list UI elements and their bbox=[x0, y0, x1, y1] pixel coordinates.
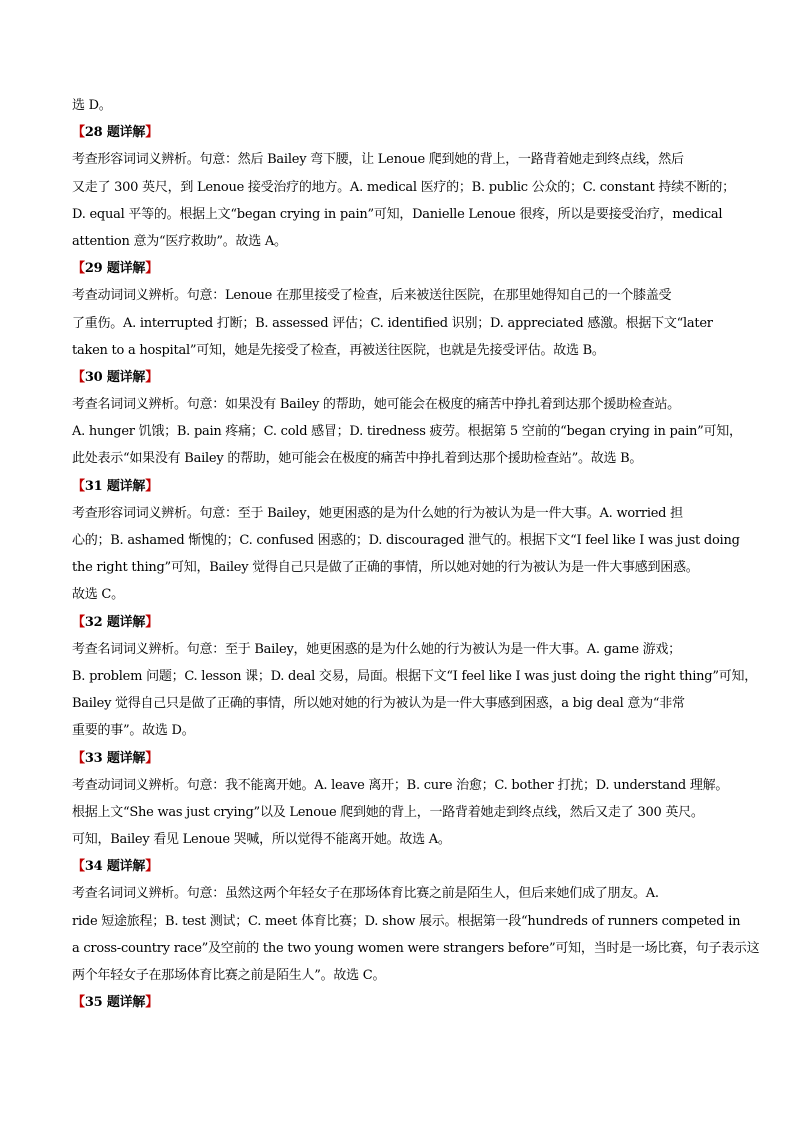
question-explanation bbox=[72, 989, 727, 1016]
heading-text: 35 题详解 bbox=[84, 995, 146, 1011]
explanation-line: the right thing”可知，Bailey 觉得自己只是做了正确的事情，所以她对她的行为被认为是一件大事感到困惑。 bbox=[72, 560, 699, 576]
section-heading bbox=[72, 255, 727, 282]
section-heading bbox=[72, 853, 727, 880]
heading-text: 29 题详解 bbox=[84, 261, 146, 277]
heading-bracket-open: 【 bbox=[72, 125, 85, 141]
heading-bracket-open: 【 bbox=[72, 261, 85, 277]
heading-text: 32 题详解 bbox=[84, 614, 146, 630]
section-heading bbox=[72, 473, 727, 500]
explanation-line: 考查名词词义辨析。句意：如果没有 Bailey 的帮助，她可能会在极度的痛苦中挣扎着到达那个援助检查站。 bbox=[72, 397, 680, 413]
explanation-line: attention 意为“医疗救助”。故选 A。 bbox=[72, 233, 287, 249]
section-heading bbox=[72, 364, 727, 391]
heading-bracket-open: 【 bbox=[72, 478, 85, 494]
section-heading bbox=[72, 989, 727, 1016]
explanation-line: 根据上文“She was just crying”以及 Lenoue 爬到她的背上，一路背着她走到终点线，然后又走了 300 英尺。 bbox=[72, 804, 704, 820]
explanation-line: Bailey 觉得自己只是做了正确的事情，所以她对她的行为被认为是一件大事感到困惑，a big deal 意为“非常 bbox=[72, 696, 685, 712]
question-explanation bbox=[72, 853, 760, 989]
heading-bracket-close: 】 bbox=[145, 478, 159, 494]
explanation-line: 考查动词词义辨析。句意：Lenoue 在那里接受了检查，后来被送往医院，在那里她得知自己的一个膝盖受 bbox=[72, 288, 672, 304]
explanation-line: 考查形容词词义辨析。句意：然后 Bailey 弯下腰，让 Lenoue 爬到她的背上，一路背着她走到终点线，然后 bbox=[72, 152, 684, 168]
heading-text: 30 题详解 bbox=[84, 369, 146, 385]
explanation-line: ride 短途旅程；B. test 测试；C. meet 体育比赛；D. show 展示。根据第一段“hundreds of runners competed in bbox=[72, 913, 741, 929]
heading-bracket-close: 】 bbox=[145, 369, 159, 385]
explanation-line: 此处表示“如果没有 Bailey 的帮助，她可能会在极度的痛苦中挣扎着到达那个援助检查站”。故选 B。 bbox=[72, 451, 643, 467]
heading-bracket-open: 【 bbox=[72, 614, 85, 630]
section-heading bbox=[72, 745, 727, 772]
heading-bracket-close: 】 bbox=[145, 859, 159, 875]
question-explanation bbox=[72, 364, 742, 473]
heading-bracket-close: 】 bbox=[145, 614, 159, 630]
explanation-line: 故选 C。 bbox=[72, 587, 124, 603]
explanation-line: 心的；B. ashamed 惭愧的；C. confused 困惑的；D. discouraged 泄气的。根据下文“I feel like I was just doing bbox=[72, 533, 740, 548]
heading-text: 28 题详解 bbox=[84, 125, 146, 141]
heading-text: 34 题详解 bbox=[84, 859, 146, 875]
heading-bracket-close: 】 bbox=[145, 995, 159, 1011]
heading-bracket-open: 【 bbox=[72, 995, 85, 1011]
explanation-line: A. hunger 饥饿；B. pain 疼痛；C. cold 感冒；D. tiredness 疲劳。根据第 5 空前的“began crying in pain”可知， bbox=[72, 424, 742, 440]
heading-text: 33 题详解 bbox=[84, 750, 146, 766]
explanation-sections bbox=[72, 119, 760, 1016]
explanation-line: taken to a hospital”可知，她是先接受了检查，再被送往医院，也就是先接受评估。故选 B。 bbox=[72, 342, 605, 358]
question-explanation bbox=[72, 255, 727, 364]
explanation-line: 两个年轻女子在那场体育比赛之前是陌生人”。故选 C。 bbox=[72, 968, 386, 983]
explanation-line: 了重伤。A. interrupted 打断；B. assessed 评估；C. identified 识别；D. appreciated 感激。根据下文“later bbox=[72, 315, 713, 331]
heading-bracket-open: 【 bbox=[72, 369, 85, 385]
question-explanation bbox=[72, 609, 757, 745]
heading-bracket-close: 】 bbox=[145, 750, 159, 766]
document-page bbox=[72, 92, 760, 1016]
explanation-line: B. problem 问题；C. lesson 课；D. deal 交易，局面。根据下文“I feel like I was just doing the right thing”可知， bbox=[72, 668, 757, 684]
question-explanation bbox=[72, 473, 740, 609]
heading-bracket-open: 【 bbox=[72, 859, 85, 875]
explanation-line: a cross-country race”及空前的 the two young women were strangers before”可知，当时是一场比赛，句子表示这 bbox=[72, 940, 760, 956]
section-heading bbox=[72, 609, 727, 636]
explanation-line: 可知，Bailey 看见 Lenoue 哭喊，所以觉得不能离开她。故选 A。 bbox=[72, 832, 451, 848]
explanation-line: 考查动词词义辨析。句意：我不能离开她。A. leave 离开；B. cure 治愈；C. bother 打扰；D. understand 理解。 bbox=[72, 777, 729, 793]
heading-text: 31 题详解 bbox=[84, 478, 146, 494]
explanation-line: 考查形容词词义辨析。句意：至于 Bailey，她更困惑的是为什么她的行为被认为是一件大事。A. worried 担 bbox=[72, 505, 683, 521]
explanation-line: 重要的事”。故选 D。 bbox=[72, 723, 195, 739]
section-heading bbox=[72, 119, 727, 146]
intro-line: 选 D。 bbox=[72, 98, 112, 113]
heading-bracket-close: 】 bbox=[145, 261, 159, 277]
explanation-line: 考查名词词义辨析。句意：虽然这两个年轻女子在那场体育比赛之前是陌生人，但后来她们成了朋友。A. bbox=[72, 886, 659, 902]
explanation-line: 又走了 300 英尺，到 Lenoue 接受治疗的地方。A. medical 医疗的；B. public 公众的；C. constant 持续不断的； bbox=[72, 179, 735, 195]
question-explanation bbox=[72, 745, 727, 854]
question-explanation bbox=[72, 119, 735, 255]
explanation-line: D. equal 平等的。根据上文“began crying in pain”可知，Danielle Lenoue 很疼，所以是要接受治疗，medical bbox=[72, 206, 723, 222]
explanation-line: 考查名词词义辨析。句意：至于 Bailey，她更困惑的是为什么她的行为被认为是一件大事。A. game 游戏； bbox=[72, 641, 681, 657]
heading-bracket-close: 】 bbox=[145, 125, 159, 141]
heading-bracket-open: 【 bbox=[72, 750, 85, 766]
